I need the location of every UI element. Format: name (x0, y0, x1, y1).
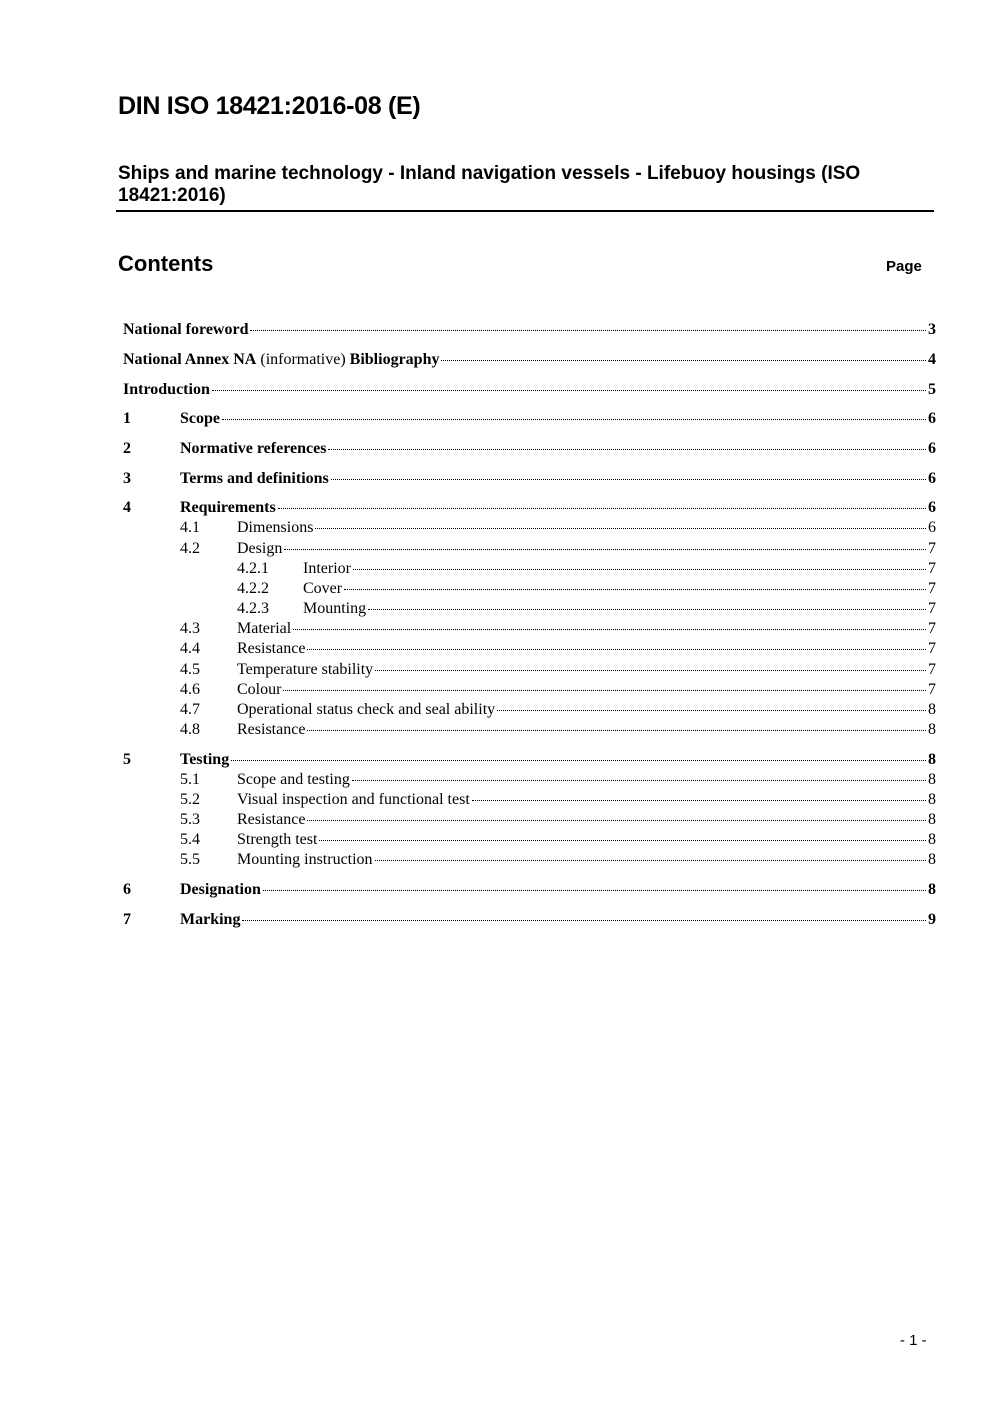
page-number: - 1 - (900, 1332, 927, 1349)
toc-entry-designation[interactable] (123, 880, 936, 900)
toc-entry-label: Testing (180, 751, 230, 768)
toc-leader (375, 860, 926, 861)
toc-entry-introduction[interactable] (123, 380, 936, 400)
toc-entry-number: 5.5 (180, 851, 200, 868)
toc-entry-temperature-stability[interactable] (180, 660, 936, 680)
toc-entry-number: 1 (123, 410, 131, 427)
toc-entry-label: Resistance (237, 811, 306, 828)
toc-leader (315, 528, 926, 529)
document-title: DIN ISO 18421:2016-08 (E) (118, 92, 421, 120)
toc-entry-label: Resistance (237, 721, 306, 738)
toc-entry-page: 6 (928, 519, 936, 536)
toc-entry-page: 7 (928, 600, 936, 617)
toc-entry-number: 7 (123, 911, 131, 928)
toc-entry-number: 4.7 (180, 701, 200, 718)
toc-entry-number: 2 (123, 440, 131, 457)
toc-entry-number: 4.2.3 (237, 600, 269, 617)
toc-entry-mounting[interactable] (237, 599, 936, 619)
toc-entry-page: 7 (928, 540, 936, 557)
toc-leader (293, 629, 926, 630)
toc-leader (242, 920, 926, 921)
toc-entry-number: 4 (123, 499, 131, 516)
toc-entry-dimensions[interactable] (180, 518, 936, 538)
toc-entry-number: 4.8 (180, 721, 200, 738)
toc-entry-label: Material (237, 620, 292, 637)
toc-entry-label: Marking (180, 911, 241, 928)
toc-entry-page: 6 (928, 440, 936, 457)
toc-leader (331, 479, 926, 480)
toc-entry-page: 5 (928, 381, 936, 398)
toc-entry-label: Mounting (303, 600, 367, 617)
toc-entry-label: Visual inspection and functional test (237, 791, 470, 808)
toc-entry-page: 8 (928, 881, 936, 898)
toc-entry-label: Requirements (180, 499, 276, 516)
toc-leader (278, 508, 926, 509)
toc-leader (212, 390, 926, 391)
toc-entry-resistance-5-3[interactable] (180, 810, 936, 830)
toc-entry-strength-test[interactable] (180, 830, 936, 850)
toc-entry-number: 5 (123, 751, 131, 768)
title-divider (116, 210, 934, 212)
toc-entry-terms-and-definitions[interactable] (123, 469, 936, 489)
toc-entry-label: Terms and definitions (180, 470, 329, 487)
toc-entry-label: Resistance (237, 640, 306, 657)
toc-leader (368, 609, 926, 610)
toc-entry-number: 5.2 (180, 791, 200, 808)
toc-leader (250, 330, 926, 331)
document-subtitle: Ships and marine technology - Inland navigation vessels - Lifebuoy housings (ISO 18421:2016) (118, 163, 861, 206)
toc-entry-number: 4.2.2 (237, 580, 269, 597)
toc-entry-label: Scope (180, 410, 220, 427)
toc-entry-label: National Annex NA (123, 351, 257, 368)
toc-entry-testing[interactable] (123, 750, 936, 770)
toc-entry-national-annex[interactable] (123, 350, 936, 370)
toc-entry-page: 3 (928, 321, 936, 338)
toc-entry-national-foreword[interactable] (123, 320, 936, 340)
toc-leader (284, 549, 926, 550)
toc-entry-page: 7 (928, 580, 936, 597)
toc-entry-number: 4.2 (180, 540, 200, 557)
toc-leader (307, 649, 926, 650)
toc-entry-number: 4.3 (180, 620, 200, 637)
toc-entry-visual-inspection[interactable] (180, 790, 936, 810)
toc-entry-number: 4.1 (180, 519, 200, 536)
toc-entry-number: 5.1 (180, 771, 200, 788)
toc-entry-page: 4 (928, 351, 936, 368)
toc-entry-page: 7 (928, 681, 936, 698)
toc-entry-label-qualifier: (informative) (260, 351, 346, 368)
toc-entry-label: National foreword (123, 321, 249, 338)
toc-entry-interior[interactable] (237, 559, 936, 579)
toc-leader (352, 780, 926, 781)
toc-entry-label: Mounting instruction (237, 851, 373, 868)
toc-entry-normative-references[interactable] (123, 439, 936, 459)
toc-leader (231, 760, 926, 761)
toc-entry-label: Normative references (180, 440, 327, 457)
toc-entry-page: 8 (928, 831, 936, 848)
toc-entry-label: Strength test (237, 831, 318, 848)
toc-entry-label: Temperature stability (237, 661, 374, 678)
toc-entry-colour[interactable] (180, 680, 936, 700)
toc-entry-resistance-4-8[interactable] (180, 720, 936, 740)
contents-heading: Contents (118, 251, 214, 276)
toc-entry-page: 6 (928, 470, 936, 487)
toc-entry-number: 4.2.1 (237, 560, 269, 577)
toc-leader (344, 589, 926, 590)
toc-entry-resistance-4-4[interactable] (180, 639, 936, 659)
toc-entry-label: Cover (303, 580, 343, 597)
toc-entry-number: 5.4 (180, 831, 200, 848)
toc-leader (222, 419, 926, 420)
toc-entry-page: 7 (928, 640, 936, 657)
toc-entry-page: 9 (928, 911, 936, 928)
toc-entry-requirements[interactable] (123, 498, 936, 518)
toc-entry-page: 8 (928, 701, 936, 718)
toc-entry-scope-and-testing[interactable] (180, 770, 936, 790)
toc-leader (353, 569, 926, 570)
toc-leader (307, 820, 926, 821)
toc-entry-label: Interior (303, 560, 351, 577)
toc-entry-cover[interactable] (237, 579, 936, 599)
toc-leader (283, 690, 926, 691)
toc-leader (472, 800, 926, 801)
toc-entry-label: Introduction (123, 381, 210, 398)
toc-leader (328, 449, 926, 450)
toc-leader (441, 360, 926, 361)
toc-entry-number: 4.4 (180, 640, 200, 657)
toc-entry-page: 7 (928, 661, 936, 678)
toc-entry-label: Scope and testing (237, 771, 350, 788)
toc-entry-label: Designation (180, 881, 261, 898)
toc-entry-label: Operational status check and seal ability (237, 701, 496, 718)
toc-entry-number: 6 (123, 881, 131, 898)
toc-entry-page: 8 (928, 851, 936, 868)
toc-leader (263, 890, 926, 891)
toc-leader (307, 730, 926, 731)
toc-entry-number: 4.6 (180, 681, 200, 698)
toc-entry-label-tail: Bibliography (349, 351, 440, 368)
toc-entry-label: Dimensions (237, 519, 314, 536)
toc-entry-page: 7 (928, 620, 936, 637)
toc-entry-number: 4.5 (180, 661, 200, 678)
toc-entry-page: 8 (928, 791, 936, 808)
page-column-heading: Page (886, 258, 922, 275)
toc-entry-page: 8 (928, 751, 936, 768)
toc-entry-page: 7 (928, 560, 936, 577)
toc-entry-marking[interactable] (123, 910, 936, 930)
toc-entry-page: 6 (928, 410, 936, 427)
toc-leader (319, 840, 926, 841)
toc-entry-mounting-instruction[interactable] (180, 850, 936, 870)
toc-entry-label: Colour (237, 681, 282, 698)
toc-entry-label: Design (237, 540, 283, 557)
toc-entry-number: 5.3 (180, 811, 200, 828)
toc-entry-operational-status-check[interactable] (180, 700, 936, 720)
toc-leader (375, 670, 926, 671)
toc-entry-page: 6 (928, 499, 936, 516)
toc-entry-scope[interactable] (123, 409, 936, 429)
toc-entry-page: 8 (928, 771, 936, 788)
toc-entry-material[interactable] (180, 619, 936, 639)
toc-entry-page: 8 (928, 721, 936, 738)
toc-entry-page: 8 (928, 811, 936, 828)
toc-entry-design[interactable] (180, 539, 936, 559)
toc-leader (497, 710, 926, 711)
toc-entry-number: 3 (123, 470, 131, 487)
